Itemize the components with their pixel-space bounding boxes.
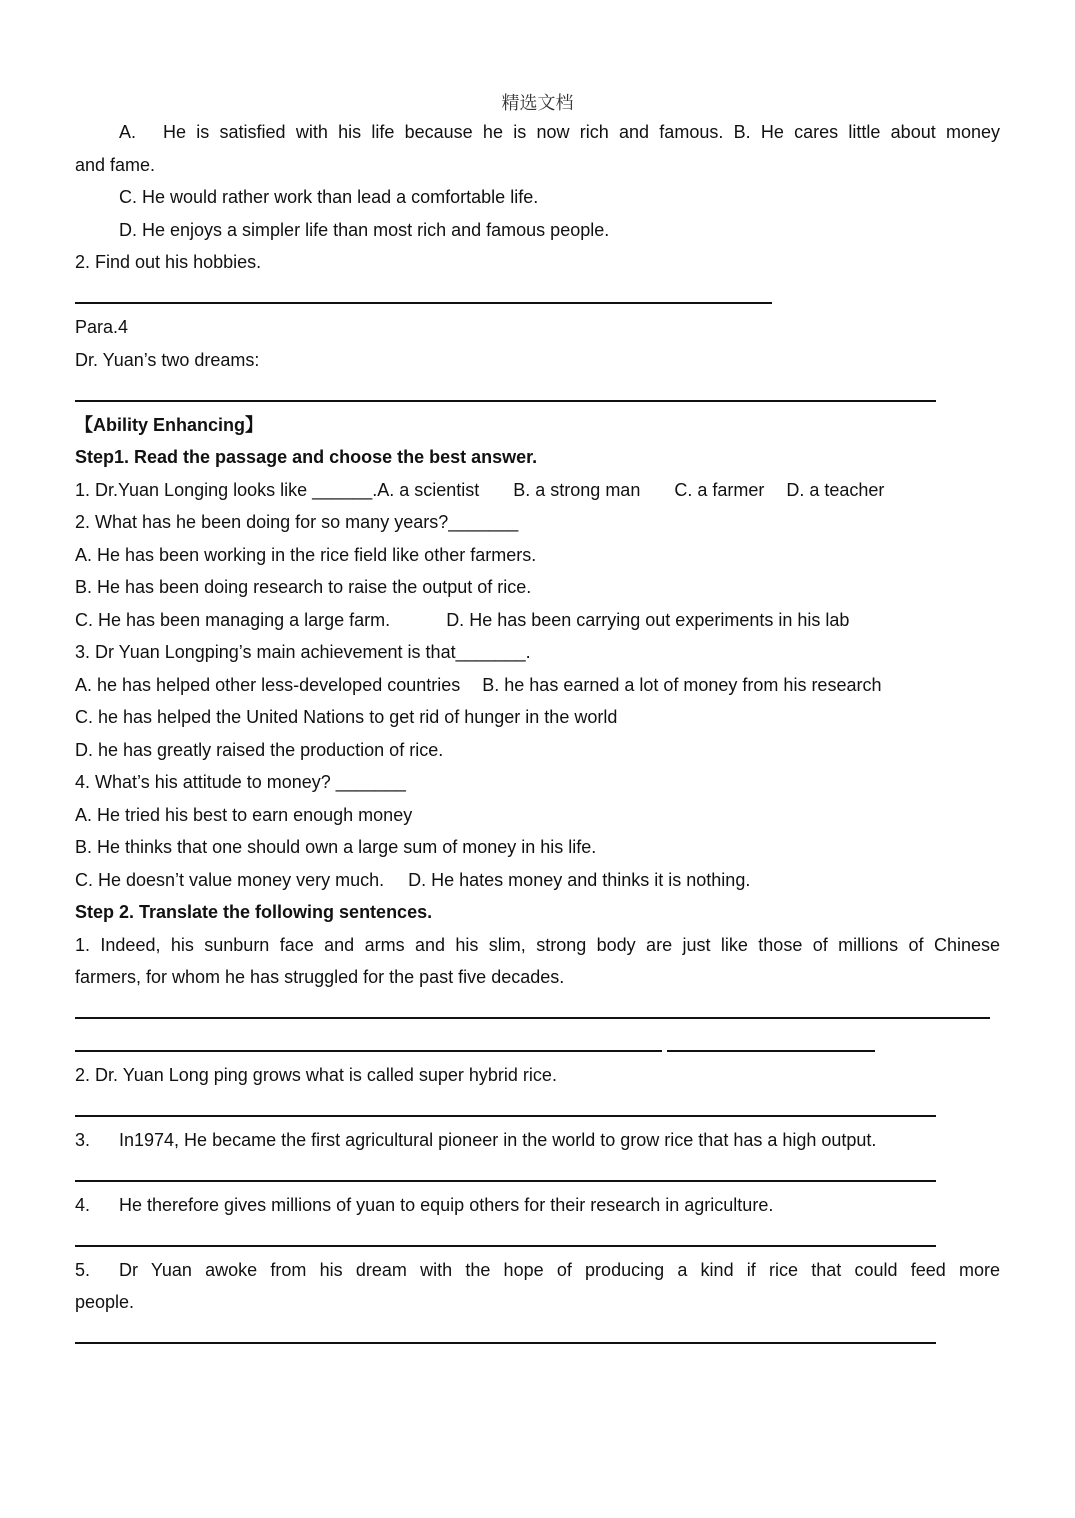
q3-stem: 3. Dr Yuan Longping’s main achievement is that_______. bbox=[75, 642, 531, 662]
page-header-title: 精选文档 bbox=[501, 93, 574, 114]
answer-line-t3[interactable] bbox=[75, 1180, 936, 1182]
q1-option-d: D. a teacher bbox=[786, 480, 885, 500]
dreams-prompt: Dr. Yuan’s two dreams: bbox=[75, 350, 260, 370]
translate-3-number: 3. bbox=[75, 1130, 91, 1150]
translate-5-continuation: people. bbox=[75, 1292, 135, 1312]
q3-option-c: C. he has helped the United Nations to get rid of hunger in the world bbox=[75, 707, 618, 727]
option-a-continuation: and fame. bbox=[75, 155, 156, 175]
q2-option-c: C. He has been managing a large farm. bbox=[75, 610, 391, 630]
q3-ab-line bbox=[75, 673, 1000, 697]
translate-4-text: He therefore gives millions of yuan to equip others for their research in agriculture. bbox=[119, 1195, 774, 1215]
translate-3-text: In1974, He became the first agricultural pioneer in the world to grow rice that has a high output. bbox=[119, 1130, 877, 1150]
translate-4-number: 4. bbox=[75, 1195, 91, 1215]
translate-5-line bbox=[75, 1258, 1000, 1282]
option-a-label: A. bbox=[119, 122, 137, 142]
translate-5-number: 5. bbox=[75, 1260, 91, 1280]
q2-option-a: A. He has been working in the rice field like other farmers. bbox=[75, 545, 537, 565]
q3-option-a: A. he has helped other less-developed countries bbox=[75, 675, 461, 695]
option-a-line bbox=[119, 120, 1000, 144]
translate-1-line2: farmers, for whom he has struggled for the past five decades. bbox=[75, 967, 565, 987]
step2-heading: Step 2. Translate the following sentences. bbox=[75, 902, 433, 922]
option-a-text: He is satisfied with his life because he is now rich and famous. B. He cares little about money bbox=[163, 122, 1000, 142]
step1-heading: Step1. Read the passage and choose the best answer. bbox=[75, 447, 538, 467]
q1-option-c: C. a farmer bbox=[674, 480, 765, 500]
q3-option-b: B. he has earned a lot of money from his research bbox=[482, 675, 882, 695]
section-heading: 【Ability Enhancing】 bbox=[75, 415, 264, 435]
q2-stem: 2. What has he been doing for so many years?_______ bbox=[75, 512, 519, 532]
q4-option-b: B. He thinks that one should own a large sum of money in his life. bbox=[75, 837, 597, 857]
q2-option-d: D. He has been carrying out experiments in his lab bbox=[446, 610, 850, 630]
translate-2: 2. Dr. Yuan Long ping grows what is called super hybrid rice. bbox=[75, 1065, 557, 1085]
answer-line-t1b[interactable] bbox=[75, 1050, 662, 1052]
para4-label: Para.4 bbox=[75, 317, 129, 337]
q4-option-c: C. He doesn’t value money very much. bbox=[75, 870, 385, 890]
q4-option-d: D. He hates money and thinks it is nothing. bbox=[408, 870, 751, 890]
answer-line-dreams[interactable] bbox=[75, 400, 936, 402]
q1-option-b: B. a strong man bbox=[513, 480, 641, 500]
answer-line-t1a[interactable] bbox=[75, 1017, 990, 1019]
answer-line-t1c[interactable] bbox=[667, 1050, 875, 1052]
q2-cd-line bbox=[75, 608, 1000, 632]
translate-1-line1: 1. Indeed, his sunburn face and arms and his slim, strong body are just like those of millions of Chinese bbox=[75, 935, 1000, 955]
option-c: C. He would rather work than lead a comfortable life. bbox=[119, 187, 539, 207]
answer-line-t2[interactable] bbox=[75, 1115, 936, 1117]
q1-stem: 1. Dr.Yuan Longing looks like ______.A. a scientist bbox=[75, 480, 480, 500]
q2-option-b: B. He has been doing research to raise the output of rice. bbox=[75, 577, 532, 597]
hobbies-question: 2. Find out his hobbies. bbox=[75, 252, 262, 272]
q4-stem: 4. What’s his attitude to money? _______ bbox=[75, 772, 406, 792]
q4-cd-line bbox=[75, 868, 1000, 892]
q3-option-d: D. he has greatly raised the production of rice. bbox=[75, 740, 444, 760]
translate-4-line bbox=[75, 1193, 1000, 1217]
answer-line-hobbies[interactable] bbox=[75, 302, 772, 304]
answer-line-t4[interactable] bbox=[75, 1245, 936, 1247]
answer-line-t5[interactable] bbox=[75, 1342, 936, 1344]
q1-line bbox=[75, 478, 1000, 502]
option-d: D. He enjoys a simpler life than most rich and famous people. bbox=[119, 220, 610, 240]
q4-option-a: A. He tried his best to earn enough money bbox=[75, 805, 413, 825]
translate-5-text: Dr Yuan awoke from his dream with the hope of producing a kind if rice that could feed more bbox=[119, 1260, 1000, 1280]
translate-3-line bbox=[75, 1128, 1000, 1152]
